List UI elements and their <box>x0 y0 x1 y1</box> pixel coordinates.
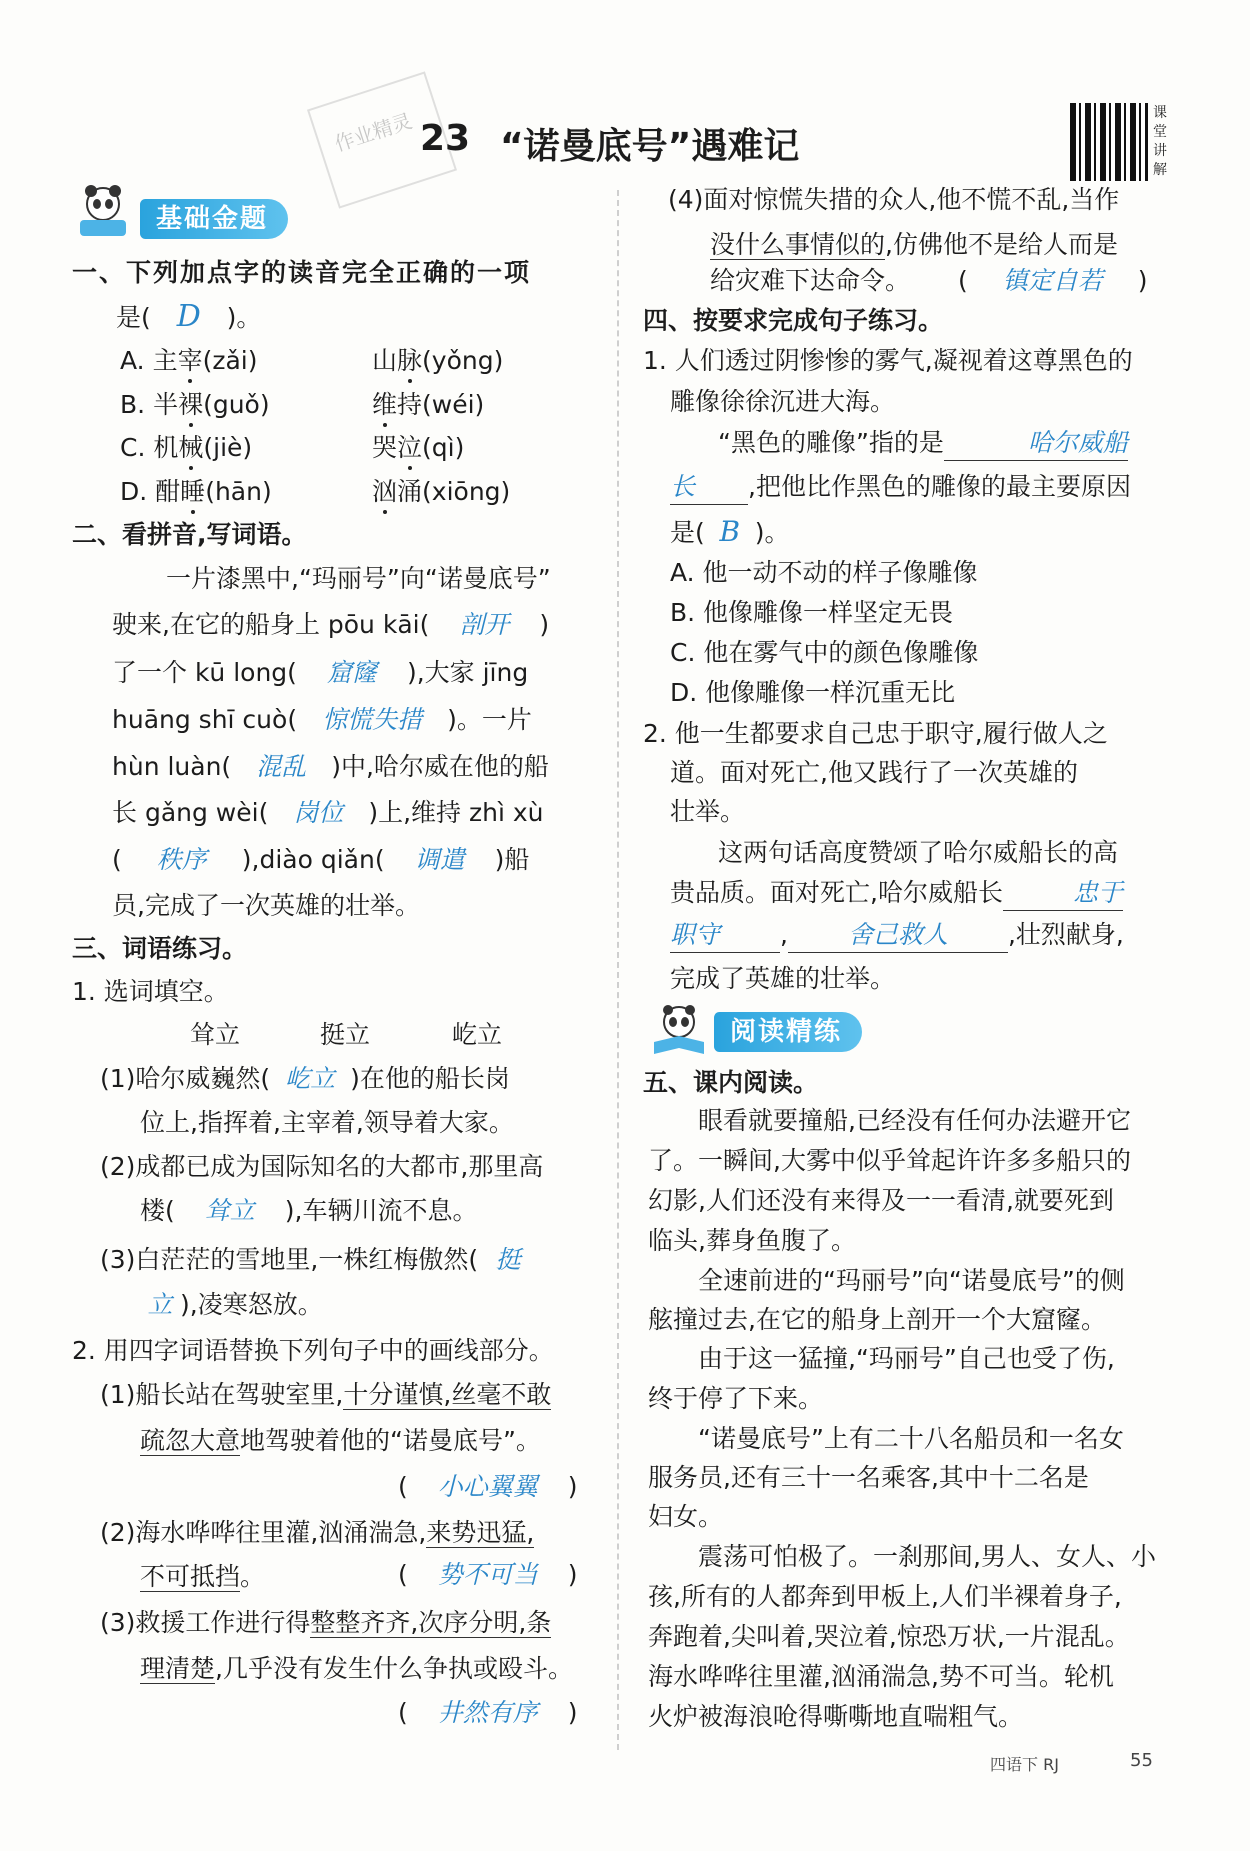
q3-s1-line-1: (1)哈尔威巍然( 屹立 )在他的船长岗 <box>100 1062 510 1096</box>
q2-line-1: 一片漆黑中,“玛丽号”向“诺曼底号” <box>166 564 551 593</box>
q3-r1-answer-line: ( 小心翼翼 ) <box>398 1470 578 1504</box>
q1-option-d: D. 酣睡(hān) <box>120 477 272 506</box>
q4-p2-line-7: 完成了英雄的壮举。 <box>670 964 896 993</box>
q3-r3-answer: 井然有序 <box>437 1698 538 1727</box>
panda-icon <box>72 182 134 240</box>
q4-p1-line-5: 是( B )。 <box>670 515 790 548</box>
q4-answer-4: 舍己救人 <box>788 918 1008 953</box>
qr-label: 课堂讲解 <box>1153 105 1167 178</box>
q5-line: 震荡可怕极了。一刹那间,男人、女人、小 <box>698 1542 1156 1571</box>
q4-p2-line-4: 这两句话高度赞颂了哈尔威船长的高 <box>718 838 1119 867</box>
lesson-number: 23 <box>420 118 471 159</box>
q5-line: 眼看就要撞船,已经没有任何办法避开它 <box>698 1106 1131 1135</box>
q4-p1-line-2: 雕像徐徐沉进大海。 <box>670 387 896 416</box>
q3-r4-line-3: 给灾难下达命令。 ( 镇定自若 ) <box>710 264 1148 298</box>
q2-line-2: 驶来,在它的船身上 pōu kāi( 剖开 ) <box>112 608 549 642</box>
q4-p2-line-1: 2. 他一生都要求自己忠于职守,履行做人之 <box>643 719 1108 748</box>
q2-line-6: 长 gǎng wèi( 岗位 )上,维持 zhì xù <box>112 796 543 830</box>
q3-r4-line-2: 没什么事情似的,仿佛他不是给人而是 <box>710 230 1118 259</box>
q1-option-a2: 山脉(yǒng) <box>372 346 504 375</box>
q3-r3-answer-line: ( 井然有序 ) <box>398 1696 578 1730</box>
q4-p1-line-3: “黑色的雕像”指的是 哈尔威船 <box>718 426 1128 461</box>
q4-option-b: B. 他像雕像一样坚定无畏 <box>670 598 954 627</box>
q2-answer-3: 惊慌失措 <box>322 705 423 734</box>
column-divider <box>617 190 619 1750</box>
q4-answer-2: B <box>719 515 741 548</box>
q3-word-2: 挺立 <box>320 1020 371 1049</box>
q5-line: 妇女。 <box>648 1502 724 1531</box>
q5-line: 海水哗哗往里灌,汹涌湍急,势不可当。轮机 <box>648 1662 1114 1691</box>
q1-option-c: C. 机械(jiè) <box>120 433 253 462</box>
q5-line: 服务员,还有三十一名乘客,其中十二名是 <box>648 1463 1089 1492</box>
q2-answer-5: 岗位 <box>293 798 344 827</box>
q2-answer-4: 混乱 <box>256 752 307 781</box>
q3-r3-line-1: (3)救援工作进行得整整齐齐,次序分明,条 <box>100 1608 552 1637</box>
q3-r2-answer: 势不可当 <box>437 1560 538 1589</box>
section-banner-reading: 阅读精练 <box>714 1012 862 1052</box>
q4-answer-1b: 长 <box>670 470 748 505</box>
q5-line: “诺曼底号”上有二十八名船员和一名女 <box>698 1424 1124 1453</box>
q4-p1-line-4: 长 ,把他比作黑色的雕像的最主要原因 <box>670 470 1131 505</box>
q4-option-a: A. 他一动不动的样子像雕像 <box>670 558 978 587</box>
q5-line: 幻影,人们还没有来得及一一看清,就要死到 <box>648 1186 1114 1215</box>
q3-sub-2: 2. 用四字词语替换下列句子中的画线部分。 <box>72 1336 554 1365</box>
q5-line: 临头,葬身鱼腹了。 <box>648 1226 856 1255</box>
q3-answer-2: 耸立 <box>204 1196 255 1225</box>
q4-p2-line-2: 道。面对死亡,他又践行了一次英雄的 <box>670 758 1078 787</box>
q3-answer-3a: 挺 <box>495 1245 521 1274</box>
page-number: 55 <box>1130 1750 1153 1771</box>
page-title: “诺曼底号”遇难记 <box>500 126 800 167</box>
q3-word-3: 屹立 <box>452 1020 503 1049</box>
q1-option-c2: 哭泣(qì) <box>372 433 465 462</box>
q5-line: 全速前进的“玛丽号”向“诺曼底号”的侧 <box>698 1266 1125 1295</box>
q2-line-8: 员,完成了一次英雄的壮举。 <box>112 891 420 920</box>
q3-r2-line-1: (2)海水哗哗往里灌,汹涌湍急,来势迅猛, <box>100 1518 535 1547</box>
q1-option-a: A. 主宰(zǎi) <box>120 346 258 375</box>
q3-s3-line-2: 立 ),凌寒怒放。 <box>140 1288 323 1322</box>
q3-s3-line-1: (3)白茫茫的雪地里,一株红梅傲然( 挺 <box>100 1243 538 1277</box>
q4-p2-line-5: 贵品质。面对死亡,哈尔威船长 忠于 <box>670 876 1123 911</box>
q2-answer-6: 秩序 <box>156 845 207 874</box>
q2-line-3: 了一个 kū long( 窟窿 ),大家 jīng <box>112 656 528 690</box>
q2-answer-7: 调遣 <box>414 845 465 874</box>
qr-code-icon[interactable] <box>1070 103 1148 181</box>
q1-answer: D <box>176 299 201 334</box>
q2-answer-1: 剖开 <box>459 610 510 639</box>
q1-option-d2: 汹涌(xiōng) <box>372 477 511 506</box>
q4-title: 四、按要求完成句子练习。 <box>643 306 944 335</box>
q3-sub-1: 1. 选词填空。 <box>72 977 229 1006</box>
q2-answer-2: 窟窿 <box>326 658 377 687</box>
q2-line-7: ( 秩序 ),diào qiǎn( 调遣 )船 <box>112 843 529 877</box>
q3-r4-line-1: (4)面对惊慌失措的众人,他不慌不乱,当作 <box>668 185 1120 214</box>
q3-answer-3b: 立 <box>147 1290 173 1319</box>
q2-title: 二、看拼音,写词语。 <box>72 520 307 549</box>
q1-answer-suffix: )。 <box>226 303 262 332</box>
q4-p2-line-6: 职守 , 舍己救人 ,壮烈献身, <box>670 918 1124 953</box>
footer-book: 四语下 RJ <box>990 1755 1059 1774</box>
q3-word-1: 耸立 <box>190 1020 241 1049</box>
q3-r2-line-2: 不可抵挡。 <box>140 1562 266 1591</box>
q5-line: 终于停了下来。 <box>648 1384 824 1413</box>
q4-answer-3b: 职守 <box>670 918 780 953</box>
q3-s1-line-2: 位上,指挥着,主宰着,领导着大家。 <box>140 1108 514 1137</box>
q3-title: 三、词语练习。 <box>72 934 248 963</box>
q5-title: 五、课内阅读。 <box>643 1068 819 1097</box>
q4-answer-3a: 忠于 <box>1003 876 1123 911</box>
q3-r2-answer-line: ( 势不可当 ) <box>398 1558 578 1592</box>
q4-p2-line-3: 壮举。 <box>670 797 746 826</box>
q2-line-4: huāng shī cuò( 惊慌失措 )。一片 <box>112 703 532 737</box>
q5-line: 奔跑着,尖叫着,哭泣着,惊恐万状,一片混乱。 <box>648 1622 1130 1651</box>
q5-line: 舷撞过去,在它的船身上剖开一个大窟窿。 <box>648 1305 1106 1334</box>
q3-r1-answer: 小心翼翼 <box>437 1472 538 1501</box>
q4-option-c: C. 他在雾气中的颜色像雕像 <box>670 638 979 667</box>
q1-answer-prefix: 是( <box>116 303 151 332</box>
panda-reading-icon <box>648 1002 710 1058</box>
q3-r3-line-2: 理清楚,几乎没有发生什么争执或殴斗。 <box>140 1654 573 1683</box>
q3-r1-line-2: 疏忽大意地驾驶着他的“诺曼底号”。 <box>140 1426 541 1455</box>
q3-r4-answer: 镇定自若 <box>1002 266 1103 295</box>
q1-title: 一、下列加点字的读音完全正确的一项 <box>72 258 532 287</box>
section-banner-basic: 基础金题 <box>140 199 288 239</box>
stamp-text: 作业精灵 <box>331 108 415 157</box>
q1-answer-line <box>116 300 261 335</box>
q5-line: 了。一瞬间,大雾中似乎耸起许许多多船只的 <box>648 1146 1131 1175</box>
q5-line: 由于这一猛撞,“玛丽号”自己也受了伤, <box>698 1344 1115 1373</box>
q4-p1-line-1: 1. 人们透过阴惨惨的雾气,凝视着这尊黑色的 <box>643 346 1133 375</box>
q5-line: 火炉被海浪呛得嘶嘶地直喘粗气。 <box>648 1702 1024 1731</box>
q3-r1-line-1: (1)船长站在驾驶室里,十分谨慎,丝毫不敢 <box>100 1380 552 1409</box>
q1-option-b2: 维持(wéi) <box>372 390 485 419</box>
q5-line: 孩,所有的人都奔到甲板上,人们半裸着身子, <box>648 1582 1122 1611</box>
q3-s2-line-1: (2)成都已成为国际知名的大都市,那里高 <box>100 1152 544 1181</box>
q1-option-b: B. 半裸(guǒ) <box>120 390 270 419</box>
q2-line-5: hùn luàn( 混乱 )中,哈尔威在他的船 <box>112 750 549 784</box>
q4-option-d: D. 他像雕像一样沉重无比 <box>670 678 956 707</box>
q4-answer-1a: 哈尔威船 <box>944 426 1128 461</box>
q3-s2-line-2: 楼( 耸立 ),车辆川流不息。 <box>140 1194 477 1228</box>
q3-answer-1: 屹立 <box>285 1064 336 1093</box>
